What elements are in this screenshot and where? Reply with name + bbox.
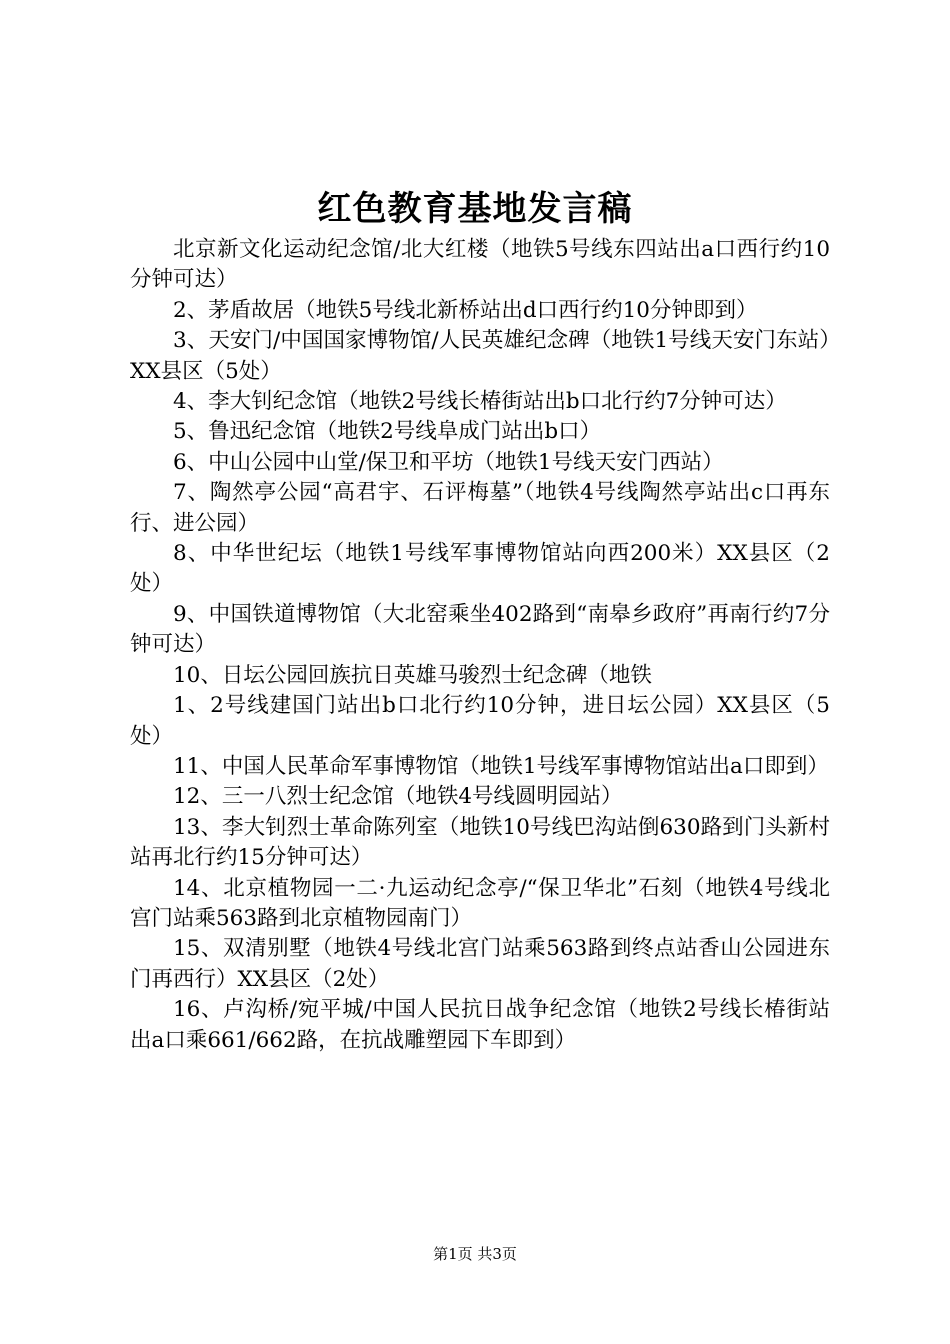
document-body — [130, 235, 830, 1056]
paragraph: 11、中国人民革命军事博物馆（地铁1号线军事博物馆站出a口即到） — [173, 753, 829, 779]
paragraph: 3、天安门/中国国家博物馆/人民英雄纪念碑（地铁1号线天安门东站）XX县区（5处） — [130, 328, 830, 384]
paragraph: 13、李大钊烈士革命陈列室（地铁10号线巴沟站倒630路到门头新村站再北行约15分钟可达） — [130, 814, 830, 871]
paragraph: 8、中华世纪坛（地铁1号线军事博物馆站向西200米）XX县区（2处） — [130, 541, 830, 597]
paragraph: 1、2号线建国门站出b口北行约10分钟，进日坛公园）XX县区（5处） — [130, 693, 830, 749]
paragraph: 5、鲁迅纪念馆（地铁2号线阜成门站出b口） — [173, 419, 602, 445]
paragraph: 10、日坛公园回族抗日英雄马骏烈士纪念碑（地铁 — [173, 662, 652, 688]
paragraph: 9、中国铁道博物馆（大北窑乘坐402路到“南皋乡政府”再南行约7分钟可达） — [130, 601, 830, 658]
paragraph: 15、双清别墅（地铁4号线北宫门站乘563路到终点站香山公园进东门再西行）XX县区（2处） — [130, 936, 830, 992]
paragraph: 6、中山公园中山堂/保卫和平坊（地铁1号线天安门西站） — [173, 449, 724, 475]
paragraph: 16、卢沟桥/宛平城/中国人民抗日战争纪念馆（地铁2号线长椿街站出a口乘661/662路，在抗战雕塑园下车即到） — [130, 997, 830, 1053]
page-footer: 第1页 共3页 — [433, 1245, 517, 1263]
document-title: 红色教育基地发言稿 — [317, 189, 633, 229]
paragraph: 12、三一八烈士纪念馆（地铁4号线圆明园站） — [173, 784, 623, 810]
paragraph: 14、北京植物园一二·九运动纪念亭/“保卫华北”石刻（地铁4号线北宫门站乘563路到北京植物园南门） — [130, 875, 830, 931]
paragraph: 4、李大钊纪念馆（地铁2号线长椿街站出b口北行约7分钟可达） — [173, 389, 787, 415]
paragraph: 2、茅盾故居（地铁5号线北新桥站出d口西行约10分钟即到） — [173, 297, 758, 323]
paragraph: 北京新文化运动纪念馆/北大红楼（地铁5号线东四站出a口西行约10分钟可达） — [130, 237, 830, 293]
paragraph: 7、陶然亭公园“高君宇、石评梅墓”（地铁4号线陶然亭站出c口再东行、进公园） — [130, 480, 830, 536]
